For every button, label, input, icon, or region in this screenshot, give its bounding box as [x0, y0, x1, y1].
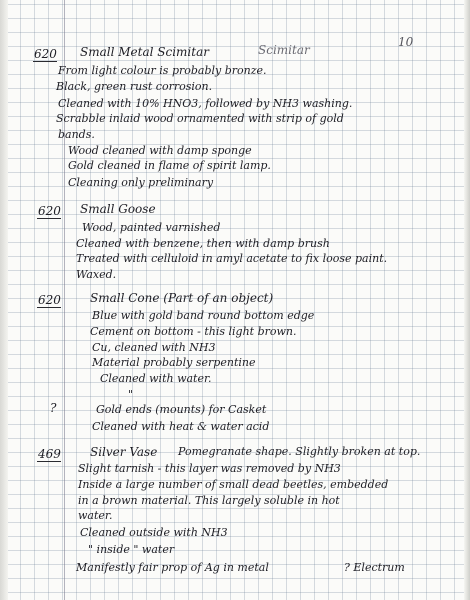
note-line: Blue with gold band round bottom edge [92, 309, 315, 322]
note-line: Cleaned outside with NH3 [80, 526, 228, 539]
note-line: bands. [58, 128, 95, 141]
note-line: Cu, cleaned with NH3 [92, 341, 216, 354]
note-line: Gold cleaned in flame of spirit lamp. [68, 159, 271, 172]
note-line: Inside a large number of small dead beetles, embedded [78, 478, 389, 491]
note-line: in a brown material. This largely soluble in hot [78, 494, 340, 507]
entry-ref: 620 [38, 204, 61, 218]
entry-ref: ? [50, 401, 57, 415]
ref-underline [33, 61, 57, 62]
note-line: From light colour is probably bronze. [58, 64, 267, 77]
note-line: Treated with celluloid in amyl acetate to fix loose paint. [76, 252, 388, 265]
note-line: " inside " water [88, 543, 175, 556]
note-line: Black, green rust corrosion. [56, 80, 213, 93]
note-line: Material probably serpentine [92, 356, 256, 369]
entry-title: Small Metal Scimitar [80, 45, 209, 59]
ref-underline [37, 461, 61, 462]
note-line: Wood, painted varnished [82, 221, 221, 234]
entry-title: Small Goose [80, 202, 156, 216]
ditto-mark: " [128, 388, 134, 401]
title-correction: Scimitar [258, 43, 310, 57]
page-edge [464, 0, 470, 600]
binding-edge [0, 0, 8, 600]
entry-ref: 620 [38, 293, 61, 307]
note-line: Cement on bottom - this light brown. [90, 325, 297, 338]
entry-ref: 620 [34, 47, 57, 61]
note-line: water. [78, 509, 113, 522]
note-line: Pomegranate shape. Slightly broken at top. [178, 445, 421, 458]
note-line: Cleaned with water. [100, 372, 212, 385]
ref-underline [37, 218, 61, 219]
entry-title: Silver Vase [90, 445, 158, 459]
note-line: Wood cleaned with damp sponge [68, 144, 252, 157]
note-line: Gold ends (mounts) for Casket [96, 403, 267, 416]
note-line: Manifestly fair prop of Ag in metal [76, 561, 269, 574]
note-line: Cleaned with 10% HNO3, followed by NH3 washing. [58, 97, 353, 110]
note-line: Cleaned with heat & water acid [92, 420, 270, 433]
margin-note: ? Electrum [344, 561, 405, 574]
note-line: Cleaning only preliminary [68, 176, 214, 189]
note-line: Cleaned with benzene, then with damp brush [76, 237, 330, 250]
entry-ref: 469 [38, 447, 61, 461]
note-line: Waxed. [76, 268, 117, 281]
note-line: Scrabble inlaid wood ornamented with strip of gold [56, 112, 344, 125]
entry-title: Small Cone (Part of an object) [90, 291, 274, 305]
ref-underline [37, 307, 61, 308]
note-line: Slight tarnish - this layer was removed by NH3 [78, 462, 341, 475]
page-number: 10 [398, 35, 414, 49]
